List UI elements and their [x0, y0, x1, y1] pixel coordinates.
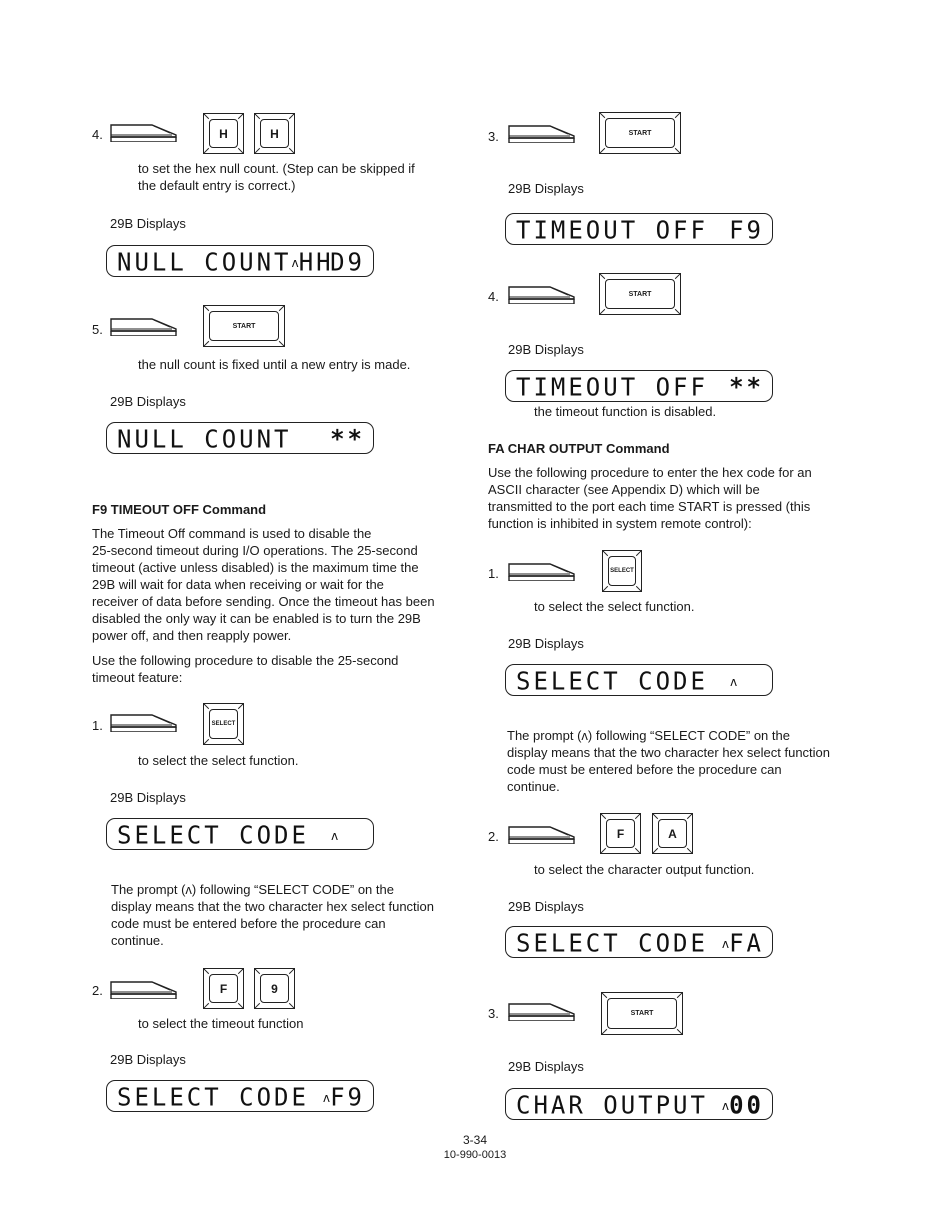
paragraph [92, 525, 435, 644]
key-label: START [607, 998, 677, 1029]
step-text: the null count is fixed until a new entry is made. [138, 357, 411, 372]
step-text: to select the character output function. [534, 862, 755, 877]
f-key[interactable] [203, 968, 244, 1009]
hand-pointer-icon [508, 119, 576, 143]
key-label: SELECT [209, 709, 238, 739]
lcd-display [505, 664, 773, 696]
start-key[interactable] [599, 112, 681, 154]
lcd-display [106, 422, 374, 454]
lcd-value: ** [330, 424, 365, 454]
start-key[interactable] [599, 273, 681, 315]
lcd-value: D9 [330, 247, 365, 277]
step-text: to select the select function. [534, 599, 695, 614]
paragraph [507, 727, 830, 795]
lcd-text: SELECT CODE [117, 1082, 309, 1112]
hand-pointer-icon [110, 975, 178, 999]
lcd-display [106, 1080, 374, 1112]
step-number: 3. [488, 129, 499, 144]
lcd-display [106, 245, 374, 277]
hand-pointer-icon [508, 557, 576, 581]
lcd-text: NULL COUNTʌHH [117, 247, 334, 277]
text-line: receiver of data before sending. Once the timeout has been [92, 594, 435, 609]
text-line: Use the following procedure to disable the 25-second [92, 653, 399, 668]
step-number: 5. [92, 322, 103, 337]
select-key[interactable] [602, 550, 642, 592]
a-key[interactable] [652, 813, 693, 854]
displays-label: 29B Displays [508, 636, 584, 651]
key-label: START [605, 118, 675, 148]
lcd-value: ** [729, 372, 764, 402]
paragraph [92, 652, 398, 686]
h-key[interactable] [254, 113, 295, 154]
text-line: code must be entered before the procedure can [507, 762, 782, 777]
lcd-text: SELECT CODE [516, 928, 708, 958]
lcd-value: ʌFA [721, 928, 764, 958]
text-line: code must be entered before the procedure can [111, 916, 386, 931]
h-key[interactable] [203, 113, 244, 154]
text-line: transmitted to the port each time START is pressed (this [488, 499, 811, 514]
lcd-text: SELECT CODE ʌ [516, 666, 738, 696]
key-label: 9 [260, 974, 289, 1003]
key-label: START [605, 279, 675, 309]
text-line: to set the hex null count. (Step can be skipped if [138, 161, 415, 176]
lcd-display [505, 926, 773, 958]
lcd-display [505, 370, 773, 402]
section-heading: F9 TIMEOUT OFF Command [92, 502, 267, 517]
text-line: function is inhibited in system remote control): [488, 516, 752, 531]
select-key[interactable] [203, 703, 244, 745]
lcd-text: SELECT CODE ʌ [117, 820, 339, 850]
hand-pointer-icon [110, 118, 178, 142]
step-number: 3. [488, 1006, 499, 1021]
lcd-display [505, 213, 773, 245]
displays-label: 29B Displays [508, 1059, 584, 1074]
step-number: 2. [92, 983, 103, 998]
hand-pointer-icon [508, 280, 576, 304]
lcd-text: CHAR OUTPUT [516, 1090, 708, 1120]
text-line: 29B will wait for data when receiving or wait for the [92, 577, 384, 592]
step-number: 1. [92, 718, 103, 733]
lcd-text: TIMEOUT OFF [516, 215, 708, 245]
start-key[interactable] [601, 992, 683, 1035]
hand-pointer-icon [110, 708, 178, 732]
text-line: display means that the two character hex select function [507, 745, 831, 760]
f-key[interactable] [600, 813, 641, 854]
text-line: timeout (active unless disabled) is the maximum time the [92, 560, 419, 575]
displays-label: 29B Displays [508, 899, 584, 914]
lcd-value: F9 [729, 215, 764, 245]
paragraph [111, 881, 434, 949]
document-number: 10-990-0013 [443, 1149, 507, 1161]
text-line: ASCII character (see Appendix D) which will be [488, 482, 760, 497]
lcd-text: NULL COUNT [117, 424, 292, 454]
text-line: timeout feature: [92, 670, 183, 685]
step-number: 4. [92, 127, 103, 142]
lcd-display [106, 818, 374, 850]
hand-pointer-icon [110, 312, 178, 336]
text-line: The Timeout Off command is used to disable the [92, 526, 372, 541]
displays-label: 29B Displays [508, 181, 584, 196]
displays-label: 29B Displays [110, 790, 186, 805]
page-number: 3-34 [462, 1133, 488, 1147]
displays-label: 29B Displays [110, 1052, 186, 1067]
text-line: the default entry is correct.) [138, 178, 296, 193]
lcd-value: ʌ00 [721, 1090, 764, 1120]
key-label: H [209, 119, 238, 148]
nine-key[interactable] [254, 968, 295, 1009]
lcd-text: TIMEOUT OFF [516, 372, 708, 402]
step-text: to select the select function. [138, 753, 299, 768]
step-number: 1. [488, 566, 499, 581]
step-number: 4. [488, 289, 499, 304]
key-label: H [260, 119, 289, 148]
hand-pointer-icon [508, 820, 576, 844]
step-text: the timeout function is disabled. [534, 404, 717, 419]
lcd-value: ʌF9 [322, 1082, 365, 1112]
step-text: to select the timeout function [138, 1016, 304, 1031]
key-label: F [606, 819, 635, 848]
text-line: continue. [111, 933, 164, 948]
text-line: power off, and then reapply power. [92, 628, 292, 643]
hand-pointer-icon [508, 997, 576, 1021]
step-text [138, 160, 415, 194]
displays-label: 29B Displays [508, 342, 584, 357]
displays-label: 29B Displays [110, 394, 186, 409]
text-line: disabled the only way it can be enabled is to turn the 29B [92, 611, 421, 626]
section-heading: FA CHAR OUTPUT Command [488, 441, 670, 456]
lcd-display [505, 1088, 773, 1120]
text-line: The prompt (ʌ) following “SELECT CODE” on the [507, 728, 790, 743]
key-label: F [209, 974, 238, 1003]
paragraph [488, 464, 812, 532]
text-line: Use the following procedure to enter the hex code for an [488, 465, 812, 480]
displays-label: 29B Displays [110, 216, 186, 231]
key-label: START [209, 311, 279, 341]
key-label: A [658, 819, 687, 848]
text-line: The prompt (ʌ) following “SELECT CODE” on the [111, 882, 394, 897]
text-line: 25-second timeout during I/O operations. The 25-second [92, 543, 418, 558]
text-line: display means that the two character hex select function [111, 899, 435, 914]
text-line: continue. [507, 779, 560, 794]
start-key[interactable] [203, 305, 285, 347]
step-number: 2. [488, 829, 499, 844]
key-label: SELECT [608, 556, 636, 586]
